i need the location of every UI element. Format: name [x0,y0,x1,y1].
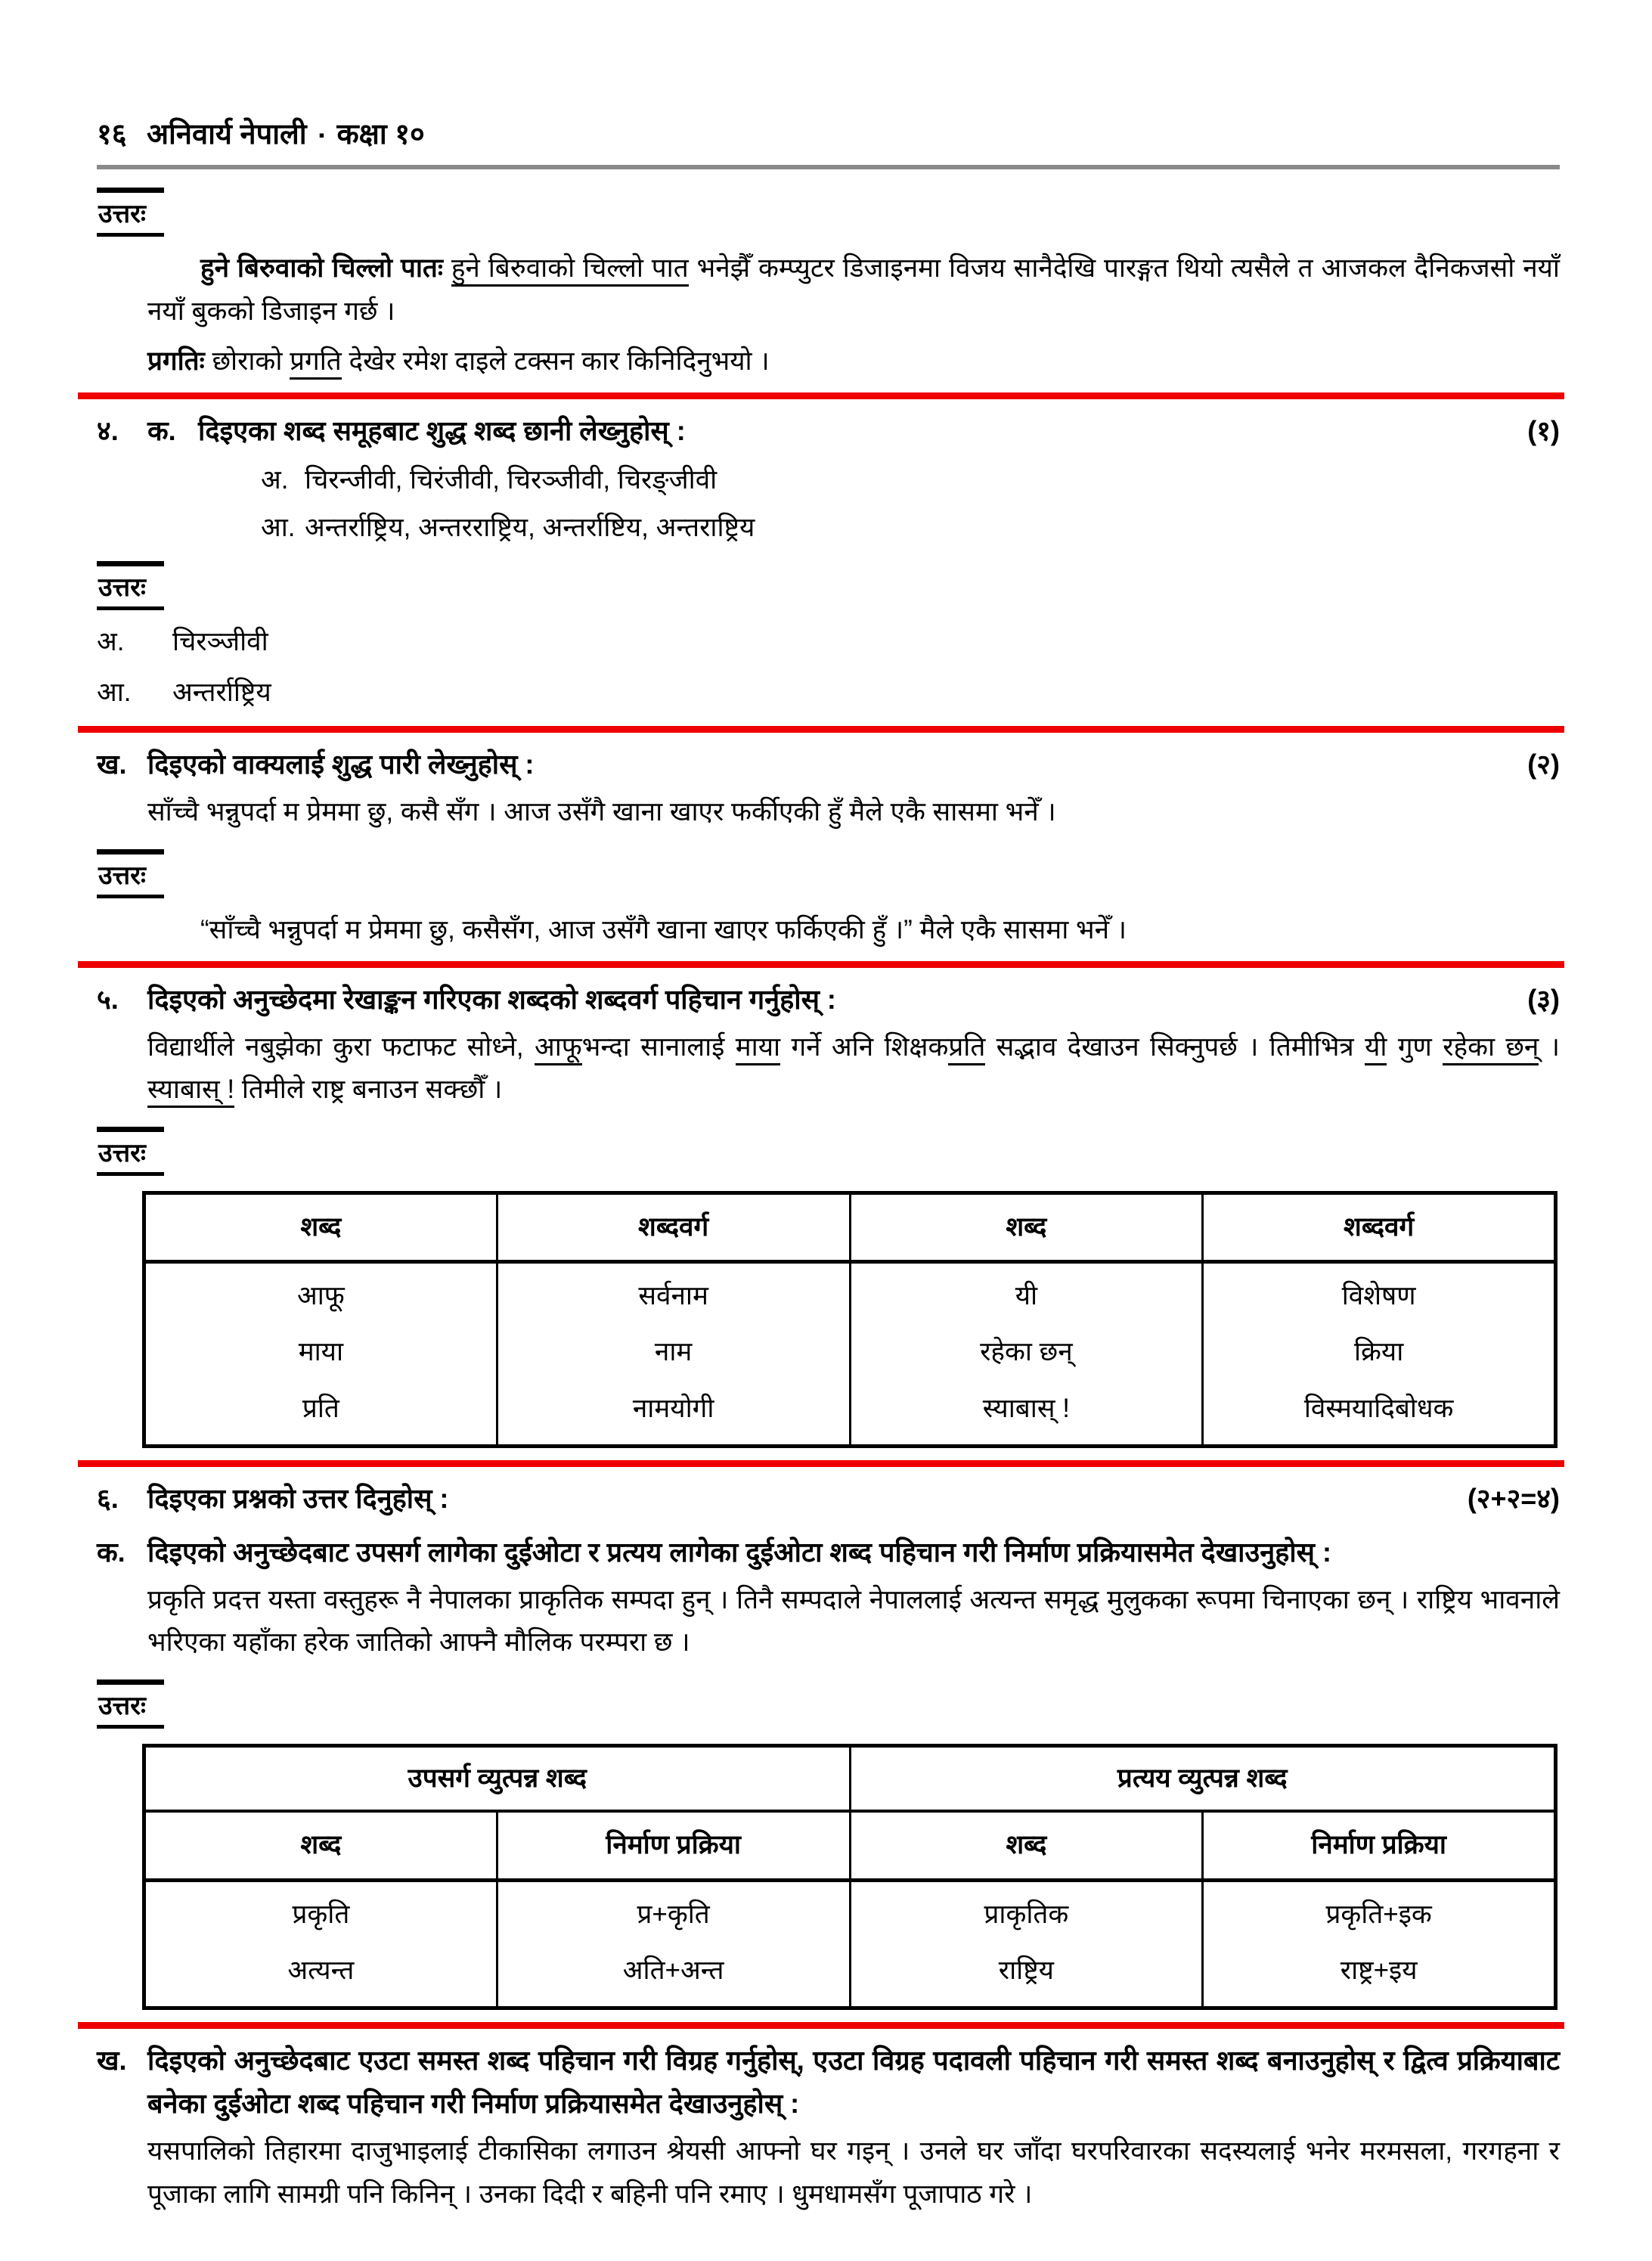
book-title: अनिवार्य नेपाली [147,119,307,150]
answer-label: उत्तरः [97,849,164,898]
underlined-word: स्याबास् ! [147,1075,234,1108]
table-cell: प्रकृति+इक [1203,1880,1556,1943]
table-header-cell: शब्दवर्ग [1203,1193,1556,1261]
answer-text: भनेझैँ कम्प्युटर डिजाइनमा विजय सानैदेखि पारङ्गत थियो त्यसैले त आजकल दैनिकजसो नयाँ नयाँ बुकको डिजाइन गर्छ । [147,253,1560,326]
table-cell: माया [144,1324,497,1380]
table-row [144,1880,1556,1943]
question-text: दिइएका शब्द समूहबाट शुद्ध शब्द छानी लेख्नुहोस् : [198,415,686,447]
question-subnumber: ख. [97,749,127,780]
answer-text: छोराको [212,346,283,377]
table-cell: रहेका छन् [850,1324,1203,1380]
question-row [97,410,1560,453]
question-subnumber: क. [97,1536,126,1568]
table-row [144,1262,1556,1325]
underlined-word: प्रति [948,1032,985,1065]
header-rule [97,165,1560,169]
square-bullet-icon: ▪ [318,126,325,144]
table-header-row [144,1811,1556,1880]
section-divider [78,2022,1564,2029]
table-cell: विशेषण [1203,1262,1556,1325]
question-number: ६. [97,1482,119,1514]
table-cell: प्र+कृति [497,1880,850,1943]
question-text: दिइएको वाक्यलाई शुद्ध पारी लेख्नुहोस् : [147,749,535,780]
question-marks: (१) [1527,415,1560,447]
question-row [97,979,1560,1022]
table-cell: स्याबास् ! [850,1381,1203,1447]
table-header-cell: शब्द [144,1811,497,1880]
underlined-word: प्रगति [290,346,342,380]
class-label: कक्षा १० [336,119,425,150]
table-group-header-cell: प्रत्यय व्युत्पन्न शब्द [850,1746,1556,1812]
underlined-word: रहेका छन् [1443,1032,1539,1065]
word-class-table [142,1191,1557,1448]
option-words: अन्तर्राष्ट्रिय, अन्तरराष्ट्रिय, अन्तर्राष्टिय, अन्तराष्ट्रिय [305,513,755,543]
paragraph-segment: गर्ने अनि शिक्षक [780,1031,949,1062]
table-cell: राष्ट्रिय [850,1943,1203,2008]
section-divider [78,1460,1564,1467]
answer-item [97,668,1560,718]
table-header-row [144,1193,1556,1261]
table-cell: सर्वनाम [497,1262,850,1325]
question-marks: (२) [1527,749,1560,780]
exercise-paragraph: प्रकृति प्रदत्त यस्ता वस्तुहरू नै नेपालका प्राकृतिक सम्पदा हुन् । तिनै सम्पदाले नेपाललाई अत्यन्त समृद्ध मुलुकका रूपमा चिनाएका छन् । राष्ट्रिय भावनाले भरिएका यहाँका हरेक जातिको आफ्नै मौलिक परम्परा छ । [147,1584,1560,1658]
question-text: दिइएका प्रश्नको उत्तर दिनुहोस् : [147,1482,449,1514]
question-marks: (३) [1527,983,1560,1015]
underlined-word: यी [1365,1032,1387,1065]
answer-lead-bold: हुने बिरुवाको चिल्लो पातः [200,253,443,283]
answer-text: देखेर रमेश दाइले टक्सन कार किनिदिनुभयो । [349,346,770,377]
table-header-cell: निर्माण प्रक्रिया [497,1811,850,1880]
question-subnumber: क. [147,415,176,447]
table-header-cell: शब्द [850,1193,1203,1261]
answer-label: उत्तरः [97,1679,164,1729]
table-group-header-cell: उपसर्ग व्युत्पन्न शब्द [144,1746,851,1812]
paragraph-segment: सद्भाव देखाउन सिक्नुपर्छ । तिमीभित्र [985,1031,1365,1062]
option-line [261,505,1560,551]
question-text: दिइएको अनुच्छेदबाट एउटा समस्त शब्द पहिचान गरी विग्रह गर्नुहोस्, एउटा विग्रह पदावली पहिचान गरी समस्त शब्द बनाउनुहोस् र द्वित्व प्रक्रियाबाट बनेका दुईओटा शब्द पहिचान गरी निर्माण प्रक्रियासमेत देखाउनुहोस् : [147,2045,1560,2119]
answer-label: उत्तरः [97,561,164,610]
table-cell: नामयोगी [497,1381,850,1447]
question-subnumber: ख. [97,2045,127,2076]
table-header-cell: शब्दवर्ग [497,1193,850,1261]
answer-label: उत्तरः [97,188,164,237]
table-cell: प्रकृति [144,1880,497,1943]
question-number: ४. [97,415,119,447]
question-text: दिइएको अनुच्छेदमा रेखाङ्कन गरिएका शब्दको शब्दवर्ग पहिचान गर्नुहोस् : [147,983,836,1015]
exercise-paragraph: यसपालिको तिहारमा दाजुभाइलाई टीकासिका लगाउन श्रेयसी आफ्नो घर गइन् । उनले घर जाँदा घरपरिवारका सदस्यलाई भनेर मरमसला, गरगहना र पूजाका लागि सामग्री पनि किनिन् । उनका दिदी र बहिनी पनि रमाए । धुमधामसँग पूजापाठ गरे । [147,2135,1560,2209]
table-row [144,1381,1556,1447]
table-cell: प्राकृतिक [850,1880,1203,1943]
answer-item-label: आ. [97,677,132,707]
answer-lead-bold: प्रगतिः [147,346,205,377]
underlined-word: माया [736,1032,780,1065]
page-header [97,113,1560,153]
section-divider [78,961,1564,968]
option-words: चिरन्जीवी, चिरंजीवी, चिरञ्जीवी, चिरङ्जीवी [305,464,718,495]
table-cell: यी [850,1262,1203,1325]
question-sentence: साँच्चै भन्नुपर्दा म प्रेममा छु, कसै सँग । आज उसँगै खाना खाएर फर्कीएकी हुँ मैले एकै सासमा भनेँ । [147,797,1056,827]
question-number: ५. [97,983,119,1015]
table-group-header-row [144,1746,1556,1812]
table-row [144,1943,1556,2008]
question-marks: (२+२=४) [1467,1482,1560,1514]
paragraph-segment: भन्दा सानालाई [581,1031,736,1062]
question-row [97,2039,1560,2126]
table-cell: अत्यन्त [144,1943,497,2008]
option-label: अ. [261,464,289,495]
paragraph-segment: विद्यार्थीले नबुझेका कुरा फटाफट सोध्ने, [147,1031,535,1062]
answer-paragraph [147,340,1560,383]
table-header-cell: निर्माण प्रक्रिया [1203,1811,1556,1880]
table-cell: आफू [144,1262,497,1325]
table-cell: अति+अन्त [497,1943,850,2008]
option-label: आ. [261,513,296,543]
table-row [144,1324,1556,1380]
table-header-cell: शब्द [144,1193,497,1261]
paragraph-segment: तिमीले राष्ट्र बनाउन सक्छौँ । [234,1075,503,1105]
table-cell: नाम [497,1324,850,1380]
answer-item-label: अ. [97,626,125,656]
underlined-phrase: हुने बिरुवाको चिल्लो पात [451,253,689,287]
table-cell: प्रति [144,1381,497,1447]
table-header-cell: शब्द [850,1811,1203,1880]
answer-label: उत्तरः [97,1127,164,1176]
question-row [97,743,1560,786]
exercise-paragraph [147,1026,1560,1112]
paragraph-segment: । [1539,1031,1560,1062]
running-title [147,113,425,153]
underlined-word: आफू [535,1032,582,1065]
answer-paragraph [147,247,1560,333]
table-cell: विस्मयादिबोधक [1203,1381,1556,1447]
section-divider [78,726,1564,733]
table-cell: राष्ट्र+इय [1203,1943,1556,2008]
question-row [97,1531,1560,1574]
page-number: १६ [97,119,127,150]
answer-item-word: अन्तर्राष्ट्रिय [172,677,271,707]
answer-item-word: चिरञ्जीवी [172,626,268,656]
question-row [97,1478,1560,1521]
section-divider [78,392,1564,399]
answer-item [97,618,1560,667]
table-cell: क्रिया [1203,1324,1556,1380]
word-formation-table [142,1744,1557,2010]
option-line [261,457,1560,503]
paragraph-segment: गुण [1387,1031,1443,1062]
question-text: दिइएको अनुच्छेदबाट उपसर्ग लागेका दुईओटा र प्रत्यय लागेका दुईओटा शब्द पहिचान गरी निर्माण प्रक्रियासमेत देखाउनुहोस् : [147,1536,1331,1568]
answer-sentence: “साँच्चै भन्नुपर्दा म प्रेममा छु, कसैसँग, आज उसँगै खाना खाएर फर्किएकी हुँ ।” मैले एकै सासमा भनेँ । [200,915,1127,944]
